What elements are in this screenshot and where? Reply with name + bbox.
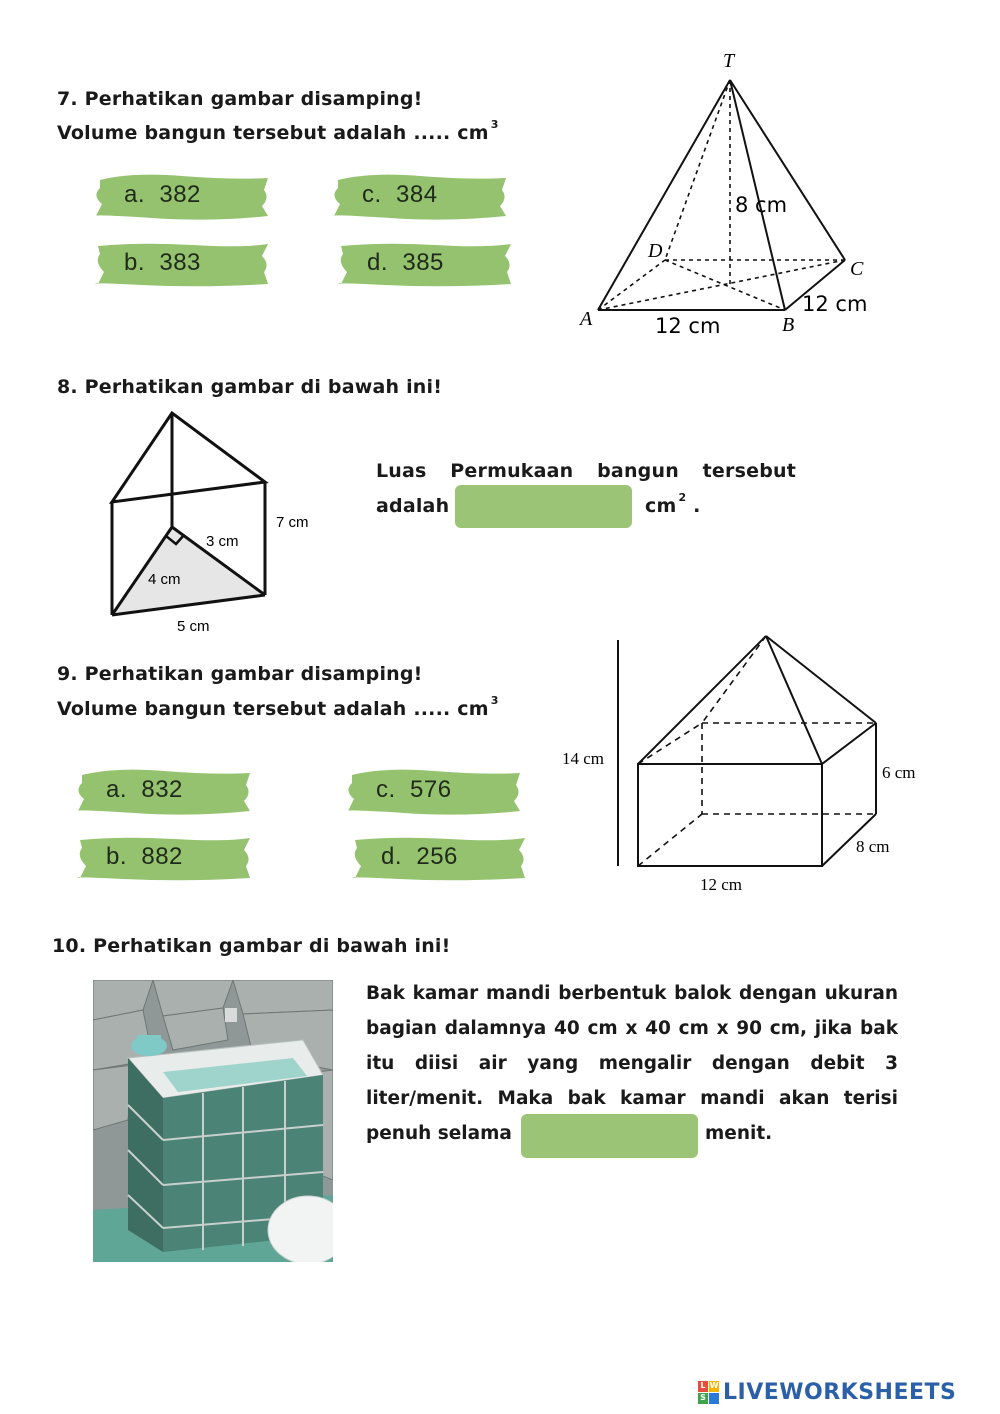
logo-letter-l: L (698, 1381, 708, 1392)
diag-DB (665, 260, 785, 310)
roof-front-left (638, 636, 766, 764)
q7-option-d-label: d. 385 (367, 249, 444, 276)
label-B: B (782, 314, 795, 336)
q10-line-3: itu diisi air yang mengalir dengan debit 3 (366, 1053, 898, 1074)
q10-title: 10. Perhatikan gambar di bawah ini! (52, 935, 451, 957)
logo-letter-w: W (709, 1381, 719, 1390)
edge-TA (598, 80, 730, 310)
q10-line-2: bagian dalamnya 40 cm x 40 cm x 90 cm, jika bak (366, 1018, 898, 1039)
q9-option-c[interactable] (344, 765, 519, 815)
label-height: 7 cm (276, 514, 309, 531)
label-total-height: 14 cm (562, 749, 605, 768)
logo-letter-s: S (698, 1393, 708, 1404)
box-top-right (822, 723, 876, 764)
q7-title: 7. Perhatikan gambar disamping! (57, 88, 423, 110)
q8-prism-figure (100, 405, 330, 645)
q9-title: 9. Perhatikan gambar disamping! (57, 663, 423, 685)
q9-option-d-label: d. 256 (381, 843, 458, 870)
label-side-b: 4 cm (148, 571, 181, 588)
hidden-bottom-left (638, 814, 702, 866)
label-length: 12 cm (700, 875, 743, 894)
label-base-width: 12 cm (802, 292, 868, 316)
roof-front-right (766, 636, 822, 764)
q9-question-sup: 3 (490, 694, 499, 707)
q9-question-text: Volume bangun tersebut adalah ..... cm (57, 698, 489, 720)
q10-line-4: liter/menit. Maka bak kamar mandi akan terisi (366, 1088, 898, 1109)
edge-TC (730, 80, 845, 260)
q7-question-text: Volume bangun tersebut adalah ..... cm (57, 122, 489, 144)
q10-paragraph (366, 976, 898, 1116)
label-hypotenuse: 5 cm (177, 618, 210, 635)
q9-option-d[interactable] (349, 832, 524, 882)
q7-option-b[interactable] (92, 238, 267, 288)
q8-text-line1: Luas Permukaan bangun tersebut (376, 460, 796, 482)
q7-pyramid-figure (570, 45, 880, 345)
q9-option-b[interactable] (74, 832, 249, 882)
label-D: D (648, 240, 663, 262)
q9-option-b-label: b. 882 (106, 843, 183, 870)
q9-option-a-label: a. 832 (106, 776, 183, 803)
label-T: T (723, 50, 735, 72)
q7-question (57, 118, 499, 144)
box-front (638, 764, 822, 866)
q9-solid-figure (560, 630, 930, 900)
label-C: C (850, 258, 864, 280)
q7-option-c[interactable] (330, 170, 505, 220)
bathtub-photo (93, 980, 333, 1262)
label-base-length: 12 cm (655, 314, 721, 338)
q7-question-sup: 3 (490, 118, 499, 131)
q7-option-d[interactable] (335, 238, 510, 288)
q10-last-suffix: menit. (705, 1123, 773, 1144)
hidden-roof-left (702, 636, 766, 723)
prism-top-face (112, 413, 265, 502)
q8-answer-input[interactable] (455, 485, 632, 528)
q7-option-a-label: a. 382 (124, 181, 201, 208)
hidden-top-left (638, 723, 702, 764)
q7-option-a[interactable] (92, 170, 267, 220)
brand-name: LIVEWORKSHEETS (723, 1380, 957, 1405)
q9-option-a[interactable] (74, 765, 249, 815)
roof-back-right (766, 636, 876, 723)
edge-TD (665, 80, 730, 260)
q10-answer-input[interactable] (521, 1114, 698, 1158)
label-box-height: 6 cm (882, 763, 916, 782)
q9-question (57, 694, 499, 720)
liveworksheets-logo (698, 1380, 956, 1405)
q10-last-prefix: penuh selama (366, 1123, 512, 1144)
q8-unit: cm $^2$ . (645, 491, 701, 517)
q8-text-line2-prefix: adalah (376, 495, 450, 517)
logo-icon (698, 1381, 719, 1404)
q7-option-b-label: b. 383 (124, 249, 201, 276)
label-A: A (580, 308, 593, 330)
label-width: 8 cm (856, 837, 890, 856)
q10-line-1: Bak kamar mandi berbentuk balok dengan ukuran (366, 983, 898, 1004)
q8-title: 8. Perhatikan gambar di bawah ini! (57, 376, 443, 398)
label-height: 8 cm (735, 193, 788, 217)
label-side-a: 3 cm (206, 533, 239, 550)
q9-option-c-label: c. 576 (376, 776, 452, 803)
q7-option-c-label: c. 384 (362, 181, 438, 208)
